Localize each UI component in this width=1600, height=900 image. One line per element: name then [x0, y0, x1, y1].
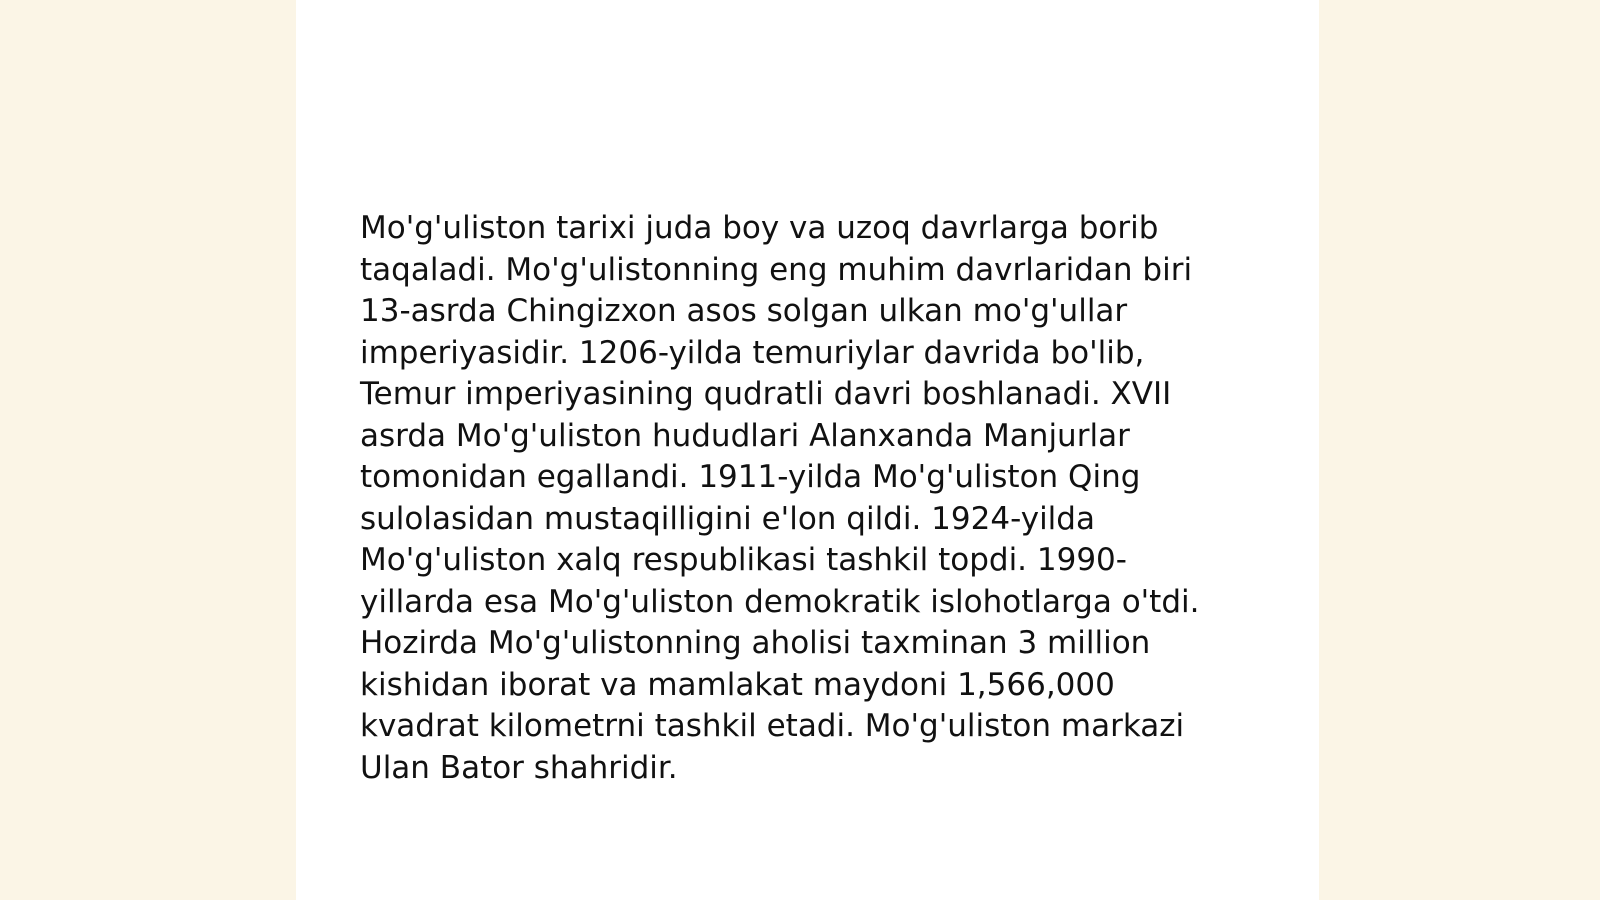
paragraph-line: kvadrat kilometrni tashkil etadi. Mo'g'uliston markazi [360, 708, 1185, 744]
paragraph-line: Mo'g'uliston tarixi juda boy va uzoq davrlarga borib [360, 210, 1159, 246]
paragraph-line: Hozirda Mo'g'ulistonning aholisi taxminan 3 million [360, 625, 1151, 661]
paragraph-line: imperiyasidir. 1206-yilda temuriylar davrida bo'lib, [360, 334, 1145, 371]
left-margin-background [0, 0, 296, 900]
paragraph-line: sulolasidan mustaqilligini e'lon qildi. 1924-yilda [360, 500, 1095, 537]
paragraph-line: asrda Mo'g'uliston hududlari Alanxanda Manjurlar [360, 417, 1130, 454]
paragraph-line: Mo'g'uliston xalq respublikasi tashkil topdi. 1990- [360, 542, 1127, 578]
paragraph-line: taqaladi. Mo'g'ulistonning eng muhim davrlaridan biri [360, 251, 1193, 288]
document-page [296, 0, 1319, 900]
paragraph-line: tomonidan egallandi. 1911-yilda Mo'g'uliston Qing [360, 459, 1141, 495]
paragraph-line: 13-asrda Chingizxon asos solgan ulkan mo'g'ullar [360, 293, 1128, 329]
paragraph-line: yillarda esa Mo'g'uliston demokratik islohotlarga o'tdi. [360, 583, 1200, 620]
right-margin-background [1319, 0, 1600, 900]
paragraph-line: Temur imperiyasining qudratli davri boshlanadi. XVII [360, 376, 1172, 412]
body-paragraph [360, 208, 1260, 789]
paragraph-line: kishidan iborat va mamlakat maydoni 1,566,000 [360, 666, 1115, 703]
paragraph-line: Ulan Bator shahridir. [360, 749, 678, 786]
